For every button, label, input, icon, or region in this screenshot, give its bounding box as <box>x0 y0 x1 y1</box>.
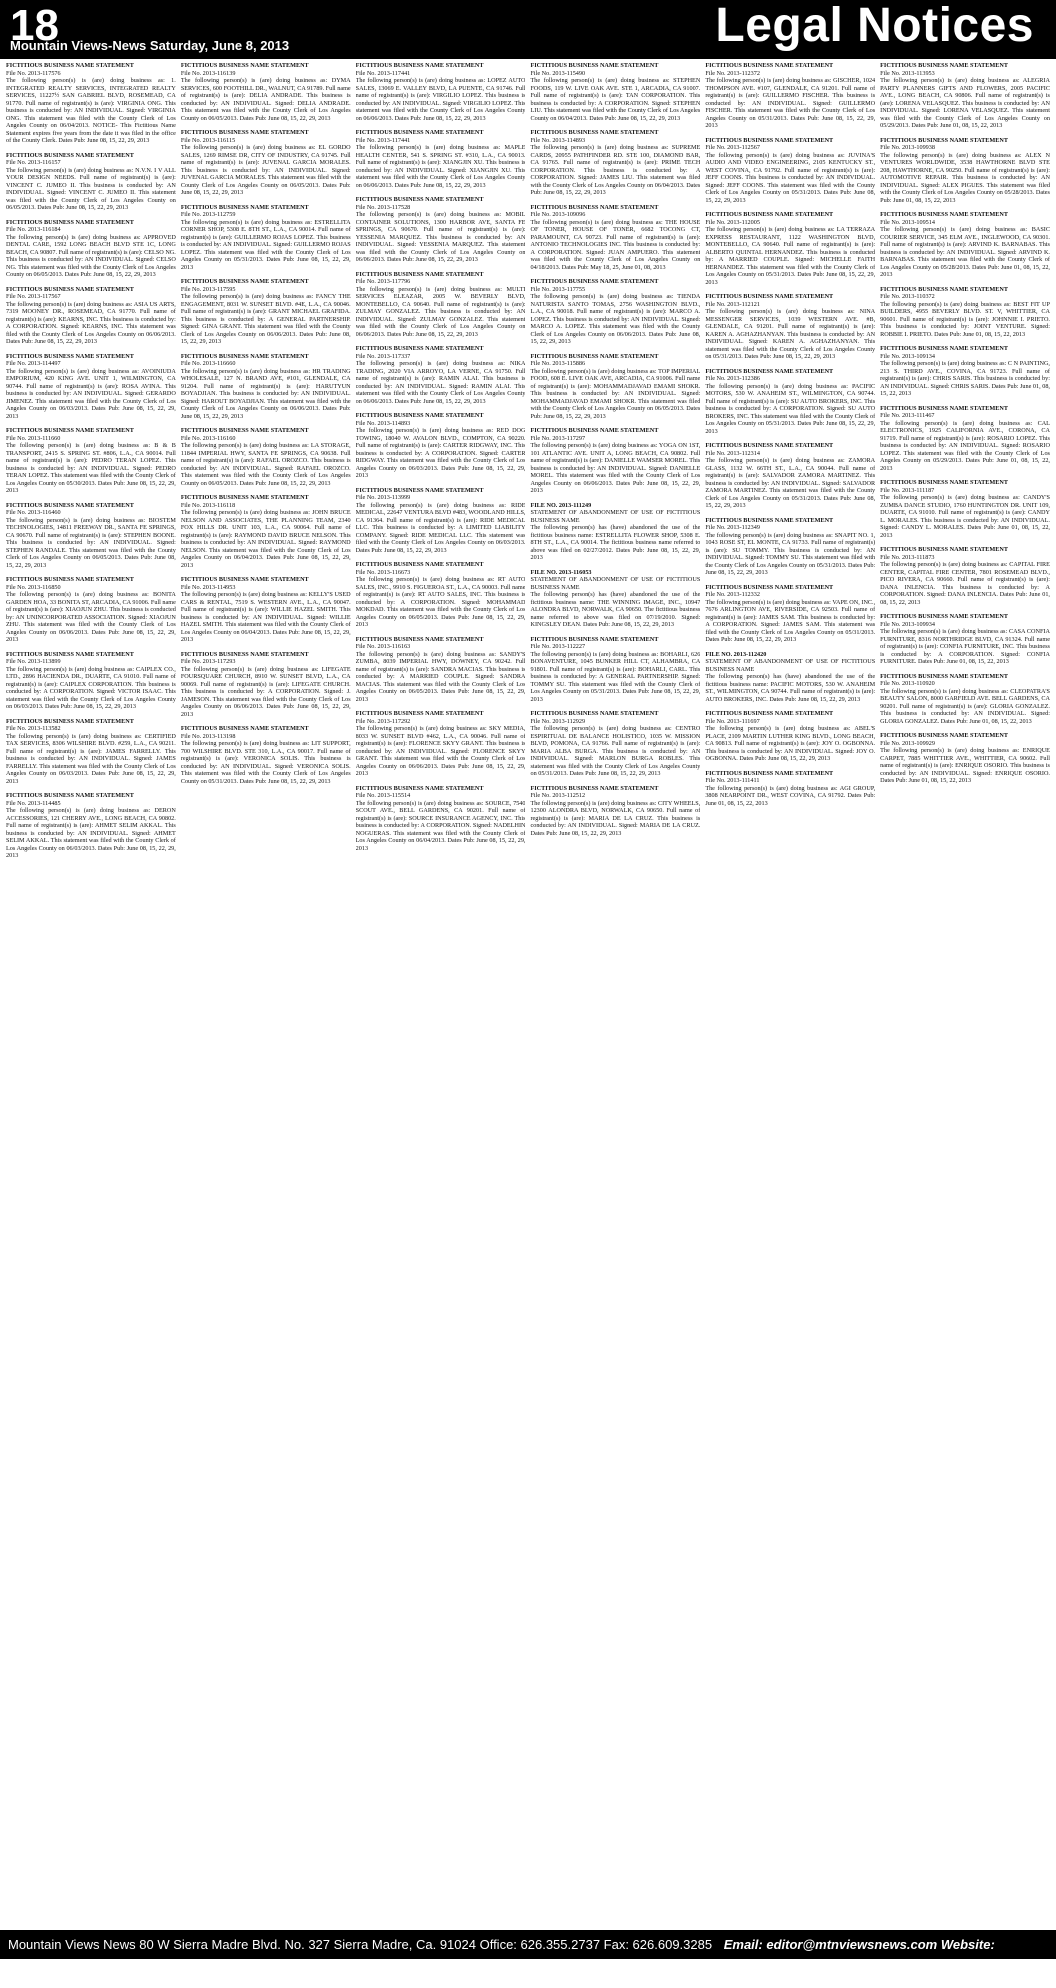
notice-body: The following person(s) is (are) doing business as: N.V.N. I V ALL YOUR DESIGN NEEDS. Full name of registrant(s) is (are): VINCENT C. JUMEO II. This business is conducted by: AN INDIVIDUAL. Signed: VINCENT C. JUMEO II. This statement was filed with the County Clerk of Los Angeles County on 06/05/2013. Dates Pub: June 08, 15, 22, 29, 2013 <box>6 166 176 211</box>
legal-notice <box>530 569 700 629</box>
notice-body: The following person(s) is (are) doing business as: VAPE ON, INC., 7676 ARLINGTON AVE, RIVERSIDE, CA 92503. Full name of registrant(s) is (are): JAMES SAM. This business is conducted by: A CORPORATION. Signed: JAMES SAM. This statement was filed with the County Clerk of Los Angeles County on 05/31/2013. Dates Pub: June 08, 15, 22, 29, 2013 <box>705 598 876 643</box>
notice-file: File No. 2013-115886 <box>530 360 586 367</box>
legal-notice <box>356 271 526 339</box>
notice-head: FICTITIOUS BUSINESS NAME STATEMENT <box>6 576 134 583</box>
notice-body: The following person(s) is (are) doing business as: LIT SUPPORT, 700 WILSHIRE BLVD. STE 310, L.A., CA 90017. Full name of registrant(s) is (are): VERONICA SOLIS. This business is conducted by: AN INDIVIDUAL. Signed: VERONICA SOLIS. This statement was filed with the County Clerk of Los Angeles County on 05/31/2013. Dates Pub: June 08, 15, 22, 29, 2013 <box>180 740 351 785</box>
notice-head: FILE NO. 2013-112420 <box>705 650 767 658</box>
legal-notice <box>705 293 875 361</box>
notice-body: The following person(s) is (are) doing business as: NIKA TRADING, 2020 VIA ARROYO, LA VERNE, CA 91750. Full name of registrant(s) is (are): RAMIN ALAI. This business is conducted by: AN INDIVIDUAL. Signed: RAMIN ALAI. This statement was filed with the County Clerk of Los Angeles County on 06/06/2013. Dates Pub: June 08, 15, 22, 29, 2013 <box>355 360 526 405</box>
notice-head: FICTITIOUS BUSINESS NAME STATEMENT <box>705 62 834 69</box>
legal-notice <box>181 204 351 272</box>
notice-head: FICTITIOUS BUSINESS NAME STATEMENT <box>705 293 834 300</box>
legal-notice <box>6 353 176 421</box>
notice-body: The following person(s) is (are) doing business as: NINA MESSENGER SERVICES, 1039 WESTERN AVE. #B, GLENDALE, CA 91201. Full name of registrant(s) is (are): KAREN A. AGHAZHANYAN. This business is conducted by: AN INDIVIDUAL. Signed: KAREN A. AGHAZHANYAN. This statement was filed with the County Clerk of Los Angeles County on 05/31/2013. Dates Pub: June 08, 15, 22, 29, 2013 <box>705 308 876 360</box>
legal-notice <box>530 129 700 197</box>
notice-file: File No. 2013-116139 <box>180 69 236 77</box>
legal-notice <box>6 651 176 711</box>
notice-body: The following person(s) is (are) doing business as: C N PAINTING, 213 S. THIRD AVE., COVINA, CA 91723. Full name of registrant(s) is (are): CHRIS SARIS. This business is conducted by: AN INDIVIDUAL. Signed: CHRIS SARIS. Dates Pub: June 01, 08, 15, 22, 2013 <box>880 360 1050 397</box>
notice-body: The following person(s) has (have) abandoned the use of the fictitious business name: ESTRELLITA FLOWER SHOP, 5308 E. 8TH ST., L.A., CA 90014. The fictitious business name referred to above was filed on 02/27/2012. Dates Pub: June 08, 15, 22, 29, 2013 <box>530 524 701 561</box>
notice-head: FICTITIOUS BUSINESS NAME STATEMENT <box>6 151 134 159</box>
legal-notice <box>6 427 176 495</box>
notice-body: The following person(s) is (are) doing business as: LIFEGATE FOURSQUARE CHURCH, 8910 W. SUNSET BLVD, L.A., CA 90069. Full name of registrant(s) is (are): LIFEGATE CHURCH. This business is conducted by: A CORPORATION. Signed: J. JAMESON. This statement was filed with the County Clerk of Los Angeles County on 06/06/2013. Dates Pub: June 08, 15, 22, 29, 2013 <box>180 665 351 718</box>
legal-notice <box>356 636 526 704</box>
legal-notice <box>6 576 176 644</box>
legal-notice <box>880 137 1050 205</box>
notice-head: FICTITIOUS BUSINESS NAME STATEMENT <box>6 792 134 799</box>
notice-head: FICTITIOUS BUSINESS NAME STATEMENT <box>530 710 659 717</box>
legal-notice <box>6 62 176 145</box>
legal-notice <box>356 412 526 480</box>
notice-file: File No. 2013-112372 <box>705 69 760 77</box>
notice-file: File No. 2013-116660 <box>180 360 236 367</box>
notice-file: File No. 2013-109134 <box>880 352 935 360</box>
legal-notice <box>705 137 875 205</box>
notice-body: The following person(s) is (are) doing business as: THE HOUSE OF TONER, HOUSE OF TONER, 6682 TOCONG CT, PARAMOUNT, CA 90723. Full name of registrant(s) is (are): ANTONIO TECHNOLOGIES INC. This business is conducted by: A CORPORATION. Signed: JUAN AMPUERO. This statement was filed with the County Clerk of Los Angeles County on 04/18/2013. Dates Pub: May 18, 25, June 01, 08, 2013 <box>530 218 701 271</box>
legal-notice <box>530 204 700 272</box>
notice-head: FILE NO. 2013-111249 <box>530 501 592 509</box>
notice-body: The following person(s) is (are) doing business as: 1. INTEGRATED REALTY SERVICES, INTEGRATED REALTY SERVICES, 11227½ SAN GABRIEL BLVD, ROSEMEAD, CA 91770. Full name of registrant(s) is (are): VIRGINIA ONG. This business is conducted by: AN INDIVIDUAL. Signed: VIRGINIA ONG. This statement was filed with the County Clerk of Los Angeles County on 06/04/2013. NOTICE- This Fictitious Name Statement expires five years from the date it was filed in the office of the County Clerk. Dates Pub: June 08, 15, 22, 29, 2013 <box>6 77 176 144</box>
notice-file: File No. 2013-116163 <box>355 643 411 650</box>
notice-head: FICTITIOUS BUSINESS NAME STATEMENT <box>180 352 309 360</box>
notice-body: The following person(s) is (are) doing business as: AVOINIUDA EMPORIUM, 420 KING AVE. UNIT 1, WILMINGTON, CA 90744. Full name of registrant(s) is (are): ROSA AVINA. This business is conducted by: AN INDIVIDUAL. Signed: GERARDO JIMENEZ. This statement was filed with the County Clerk of Los Angeles County on 06/03/2013. Dates Pub: June 08, 15, 22, 29, 2013 <box>6 367 176 420</box>
notice-head: FICTITIOUS BUSINESS NAME STATEMENT <box>705 710 834 717</box>
legal-notice <box>356 345 526 405</box>
notice-file: File No. 2013-117796 <box>355 278 411 285</box>
footer-address: Mountain Views News 80 W Sierra Madre Blvd. No. 327 Sierra Madre, Ca. 91024 Office: 626.355.2737 Fax: 626.609.3285 <box>8 1937 713 1952</box>
footer <box>0 1930 1056 1981</box>
legal-notice <box>880 211 1050 279</box>
legal-notice <box>6 792 176 860</box>
notice-body: The following person(s) is (are) doing business as: YOGA ON 1ST, 101 ATLANTIC AVE. UNIT A, LONG BEACH, CA 90802. Full name of registrant(s) is (are): DANIELLE WAMSER MOREL. This business is conducted by: AN INDIVIDUAL. Signed: DANIELLE MOREL. This statement was filed with the County Clerk of Los Angeles County on 06/06/2013. Dates Pub: June 08, 15, 22, 29, 2013 <box>530 442 701 494</box>
legal-notice <box>530 427 700 495</box>
notice-body: The following person(s) is (are) doing business as: CASA CONFIA FURNITURE, 8316 NORTHRIDGE BLVD, CA 91324. Full name of registrant(s) is (are): CONFIA FURNITURE, INC. This business is conducted by: A CORPORATION. Signed: CONFIA FURNITURE. Dates Pub: June 01, 08, 15, 22, 2013 <box>880 628 1050 665</box>
legal-notice <box>181 62 351 122</box>
notice-head: FICTITIOUS BUSINESS NAME STATEMENT <box>180 725 309 732</box>
legal-notice <box>181 651 351 719</box>
notice-head: FICTITIOUS BUSINESS NAME STATEMENT <box>355 345 484 352</box>
legal-notice <box>705 62 875 130</box>
notice-head: FICTITIOUS BUSINESS NAME STATEMENT <box>880 732 1008 739</box>
notice-file: File No. 2013-113198 <box>180 732 236 740</box>
notice-head: FICTITIOUS BUSINESS NAME STATEMENT <box>880 672 1008 680</box>
notice-file: File No. 2013-109514 <box>880 218 935 226</box>
notice-body: The following person(s) is (are) doing business as: BONITA GARDEN HOA, 33 BONITA ST, ARCADIA, CA 91006. Full name of registrant(s) is (are): XIAOJUN ZHU. This business is conducted by: AN UNINCORPORATED ASSOCIATION. Signed: XIAOJUN ZHU. This statement was filed with the County Clerk of Los Angeles County on 06/06/2013. Dates Pub: June 08, 15, 22, 29, 2013 <box>6 591 176 643</box>
notice-file: STATEMENT OF ABANDONMENT OF USE OF FICTITIOUS BUSINESS NAME <box>530 576 701 591</box>
notice-head: FICTITIOUS BUSINESS NAME STATEMENT <box>6 717 134 725</box>
notice-head: FICTITIOUS BUSINESS NAME STATEMENT <box>355 784 484 792</box>
legal-notice <box>705 368 875 436</box>
notice-body: The following person(s) is (are) doing business as: CAL ELECTRONICS, 1925 CALIFORNIA AVE., CORONA, CA 91719. Full name of registrant(s) is (are): ROSARIO LOPEZ. This business is conducted by: AN INDIVIDUAL. Signed: ROSARIO LOPEZ. This statement was filed with the County Clerk of Los Angeles County on 05/29/2013. Dates Pub: June 01, 08, 15, 22, 2013 <box>880 419 1050 472</box>
notice-file: File No. 2013-113953 <box>880 69 935 77</box>
notice-file: File No. 2013-112512 <box>530 792 586 799</box>
notice-body: The following person(s) is (are) doing business as: BIOSTEM TECHNOLOGIES, 14811 FREEWAY DR., SANTA FE SPRINGS, CA 90670. Full name of registrant(s) is (are): STEPHEN BOONE. This business is conducted by: AN INDIVIDUAL. Signed: STEPHEN RANDALE. This statement was filed with the County Clerk of Los Angeles County on 06/05/2013. Dates Pub: June 08, 15, 22, 29, 2013 <box>6 516 176 569</box>
notice-file: File No. 2013-114497 <box>6 360 61 367</box>
notice-body: The following person(s) is (are) doing business as: SKY MEDIA, 8033 W. SUNSET BLVD #462, L.A., CA 90046. Full name of registrant(s) is (are): FLORENCE SKYY GRANT. This business is conducted by: AN INDIVIDUAL. Signed: FLORENCE SKYY GRANT. This statement was filed with the County Clerk of Los Angeles County on 06/06/2013. Dates Pub: June 08, 15, 22, 29, 2013 <box>355 725 526 777</box>
notice-file: File No. 2013-116850 <box>6 583 61 591</box>
notice-body: The following person(s) is (are) doing business as: RIDE MEDICAL, 22647 VENTURA BLVD #483, WOODLAND HILLS, CA 91364. Full name of registrant(s) is (are): RIDE MEDICAL LLC. This business is conducted by: A LIMITED LIABILITY COMPANY. Signed: RIDE MEDICAL LLC. This statement was filed with the County Clerk of Los Angeles County on 06/03/2013. Dates Pub: June 08, 15, 22, 29, 2013 <box>355 501 526 554</box>
notice-body: The following person(s) is (are) doing business as: ALEX N VENTURES WORLDWIDE, 3538 HAWTHORNE BLVD STE 208, HAWTHORNE, CA 90250. Full name of registrant(s) is (are): AUTOMOTIVE REPAIR. This business is conducted by: AN INDIVIDUAL. Signed: ALEX PIGUES. This statement was filed with the County Clerk of Los Angeles County on 05/28/2013. Dates Pub: June 01, 08, 15, 22, 2013 <box>880 151 1050 204</box>
notice-body: The following person(s) is (are) doing business as: AGI GROUP, 3808 NEARPOINT DR., WEST COVINA, CA 91792. Dates Pub: June 01, 08, 15, 22, 2013 <box>705 784 876 807</box>
notice-head: FICTITIOUS BUSINESS NAME STATEMENT <box>355 62 484 69</box>
notice-file: File No. 2013-117292 <box>355 717 411 725</box>
notice-head: FICTITIOUS BUSINESS NAME STATEMENT <box>180 650 309 658</box>
notice-file: File No. 2013-117576 <box>6 69 61 77</box>
notice-file: File No. 2013-109929 <box>880 739 935 747</box>
legal-notice <box>530 278 700 346</box>
legal-notice <box>181 725 351 785</box>
notice-body: The following person(s) is (are) doing business as: LOPEZ AUTO SALES, 13069 E. VALLEY BLVD, LA PUENTE, CA 91746. Full name of registrant(s) is (are): VIRGILIO LOPEZ. This business is conducted by: AN INDIVIDUAL. Signed: VIRGILIO LOPEZ. This statement was filed with the County Clerk of Los Angeles County on 06/06/2013. Dates Pub: June 08, 15, 22, 29, 2013 <box>355 77 526 122</box>
notice-column <box>181 62 351 1924</box>
notice-head: FICTITIOUS BUSINESS NAME STATEMENT <box>530 62 659 69</box>
legal-notice <box>530 710 700 778</box>
notice-body: The following person(s) is (are) doing business as: CANDY'S ZUMBA DANCE STUDIO, 1760 HUNTINGTON DR. UNIT 109, DUARTE, CA 91010. Full name of registrant(s) is (are): CANDY L. MORALES. This business is conducted by: AN INDIVIDUAL. Signed: CANDY L. MORALES. Dates Pub: June 01, 08, 15, 22, 2013 <box>880 494 1050 539</box>
notice-head: FICTITIOUS BUSINESS NAME STATEMENT <box>180 278 309 285</box>
notice-file: File No. 2013-117441 <box>355 69 411 77</box>
masthead <box>0 0 1056 56</box>
notice-head: FICTITIOUS BUSINESS NAME STATEMENT <box>355 635 484 643</box>
legal-notice <box>6 286 176 346</box>
notice-head: FICTITIOUS BUSINESS NAME STATEMENT <box>880 613 1008 620</box>
legal-notice <box>880 732 1050 785</box>
notice-file: STATEMENT OF ABANDONMENT OF USE OF FICTITIOUS BUSINESS NAME <box>530 509 701 524</box>
notice-file: File No. 2013-112314 <box>705 449 760 457</box>
notice-file: File No. 2013-116160 <box>180 434 236 442</box>
notice-file: File No. 2013-115514 <box>355 792 411 799</box>
notice-head: FICTITIOUS BUSINESS NAME STATEMENT <box>530 352 659 360</box>
notice-body: The following person(s) is (are) doing business as: RT AUTO SALES, INC., 9910 S. FIGUEROA ST., L.A., CA 90003. Full name of registrant(s) is (are): RT AUTO SALES, INC. This business is conducted by: A CORPORATION. Signed: MOHAMMAD MOKDAD. This statement was filed with the County Clerk of Los Angeles County on 06/05/2013. Dates Pub: June 08, 15, 22, 29, 2013 <box>355 576 526 628</box>
notice-head: FICTITIOUS BUSINESS NAME STATEMENT <box>6 62 134 69</box>
notice-head: FICTITIOUS BUSINESS NAME STATEMENT <box>705 211 834 218</box>
notice-body: The following person(s) is (are) doing business as: ENRIQUE CARPET, 7885 WHITTIER AVE., WHITTIER, CA 90602. Full name of registrant(s) is (are): ENRIQUE OSORIO. This business is conducted by: AN INDIVIDUAL. Signed: ENRIQUE OSORIO. Dates Pub: June 01, 08, 15, 22, 2013 <box>880 747 1050 784</box>
legal-notice <box>880 62 1050 130</box>
legal-notice <box>705 651 875 704</box>
legal-notice <box>880 286 1050 339</box>
notice-body: The following person(s) is (are) doing business as: LA STORAGE, 11844 IMPERIAL HWY, SANTA FE SPRINGS, CA 90638. Full name of registrant(s) is (are): RAFAEL OROZCO. This business is conducted by: AN INDIVIDUAL. Signed: RAFAEL OROZCO. This statement was filed with the County Clerk of Los Angeles County on 06/05/2013. Dates Pub: June 08, 15, 22, 29, 2013 <box>180 442 351 487</box>
legal-notice <box>530 353 700 421</box>
notice-file: File No. 2013-110920 <box>880 680 935 687</box>
legal-notice <box>356 487 526 555</box>
notice-file: File No. 2013-117528 <box>355 203 411 211</box>
notice-head: FICTITIOUS BUSINESS NAME STATEMENT <box>705 367 834 375</box>
notice-body: The following person(s) is (are) doing business as: MOBIL CONTAINER SOLUTIONS, 1300 HARBOR AVE, SANTA FE SPRINGS, CA 90670. Full name of registrant(s) is (are): YESSENIA MARQUEZ. This business is conducted by: AN INDIVIDUAL. Signed: YESSENIA MARQUEZ. This statement was filed with the County Clerk of Los Angeles County on 06/06/2013. Dates Pub: June 08, 15, 22, 29, 2013 <box>355 211 526 263</box>
legal-notice <box>181 576 351 644</box>
notice-head: FICTITIOUS BUSINESS NAME STATEMENT <box>180 494 309 501</box>
notice-file: File No. 2013-116157 <box>6 159 61 166</box>
notice-file: File No. 2013-115490 <box>530 69 586 77</box>
notice-head: FICTITIOUS BUSINESS NAME STATEMENT <box>880 285 1008 293</box>
notice-head: FICTITIOUS BUSINESS NAME STATEMENT <box>880 211 1008 218</box>
notice-head: FICTITIOUS BUSINESS NAME STATEMENT <box>6 650 134 658</box>
notice-file: File No. 2013-110372 <box>880 293 935 300</box>
notice-file: File No. 2013-111411 <box>705 777 760 784</box>
notice-head: FICTITIOUS BUSINESS NAME STATEMENT <box>180 129 309 136</box>
legal-notice <box>705 584 875 644</box>
notice-head: FICTITIOUS BUSINESS NAME STATEMENT <box>530 129 659 136</box>
legal-notice <box>530 636 700 704</box>
notice-head: FICTITIOUS BUSINESS NAME STATEMENT <box>180 203 309 211</box>
notice-head: FICTITIOUS BUSINESS NAME STATEMENT <box>880 345 1008 352</box>
notice-body: The following person(s) is (are) doing business as: MULTI SERVICES ELEAZAR, 2005 W. BEVERLY BLVD, MONTEBELLO, CA 90640. Full name of registrant(s) is (are): ZULMAY GONZALEZ. This business is conducted by: AN INDIVIDUAL. Signed: ZULMAY GONZALEZ. This statement was filed with the County Clerk of Los Angeles County on 06/06/2013. Dates Pub: June 08, 15, 22, 29, 2013 <box>355 285 526 338</box>
notice-body: The following person(s) is (are) doing business as: KELLY'S USED CARS & RENTAL, 7519 S. WESTERN AVE., L.A., CA 90047. Full name of registrant(s) is (are): WILLIE HAZEL SMITH. This business is conducted by: AN INDIVIDUAL. Signed: WILLIE HAZEL SMITH. This statement was filed with the County Clerk of Los Angeles County on 06/04/2013. Dates Pub: June 08, 15, 22, 29, 2013 <box>180 591 351 643</box>
notice-head: FICTITIOUS BUSINESS NAME STATEMENT <box>705 442 834 449</box>
notice-body: The following person(s) is (are) doing business as: CITY WHEELS, 12300 ALONDRA BLVD, NORWALK, CA 90650. Full name of registrant(s) is (are): MARIA DE LA CRUZ. This business is conducted by: AN INDIVIDUAL. Signed: MARIA DE LA CRUZ. Dates Pub: June 08, 15, 22, 29, 2013 <box>530 799 701 837</box>
notice-body: The following person(s) is (are) doing business as: B & B TRANSPORT, 2415 S. SPRING ST. #806, L.A., CA 90014. Full name of registrant(s) is (are): PEDRO TERAN LOPEZ. This business is conducted by: AN INDIVIDUAL. Signed: PEDRO TERAN LOPEZ. This statement was filed with the County Clerk of Los Angeles County on 05/30/2013. Dates Pub: June 08, 15, 22, 29, 2013 <box>6 442 176 494</box>
notice-body: The following person(s) is (are) doing business as: ALEGRIA PARTY PLANNERS GIFTS AND FLOWERS, 2005 PACIFIC AVE., LONG BEACH, CA 90806. Full name of registrant(s) is (are): LORENA VELASQUEZ. This business is conducted by: AN INDIVIDUAL. Signed: LORENA VELASQUEZ. This statement was filed with the County Clerk of Los Angeles County on 05/29/2013. Dates Pub: June 01, 08, 15, 22, 2013 <box>880 77 1050 129</box>
notice-body: The following person(s) is (are) doing business as: LA TERRAZA EXPRESS RESTAURANT, 1122 WASHINGTON BLVD, MONTEBELLO, CA 90640. Full name of registrant(s) is (are): ALBERTO QUINTAL HERNANDEZ. This business is conducted by: A MARRIED COUPLE. Signed: MICHELLE FAITH HERNANDEZ. This statement was filed with the County Clerk of Los Angeles County on 05/31/2013. Dates Pub: June 08, 15, 22, 29, 2013 <box>705 226 876 286</box>
legal-notice <box>6 219 176 279</box>
notice-head: FICTITIOUS BUSINESS NAME STATEMENT <box>355 129 484 136</box>
notice-body: The following person(s) is (are) doing business as: CENTRO ESPIRITUAL DE BALANCE HOLISTICO, 1035 W. MISSION BLVD, POMONA, CA 91766. Full name of registrant(s) is (are): MARIA ALBA BURGA. This business is conducted by: AN INDIVIDUAL. Signed: MARLON BURGA ROBLES. This statement was filed with the County Clerk of Los Angeles County on 05/31/2013. Dates Pub: June 08, 15, 22, 29, 2013 <box>530 725 701 777</box>
notice-body: The following person(s) is (are) doing business as: JUVINA'S AUDIO AND VIDEO ENGINEERING, 2105 KENTUCKY ST., WEST COVINA, CA 91792. Full name of registrant(s) is (are): JEFF COONS. This business is conducted by: AN INDIVIDUAL. Signed: JEFF COONS. This statement was filed with the County Clerk of Los Angeles County on 05/31/2013. Dates Pub: June 08, 15, 22, 29, 2013 <box>705 151 876 204</box>
notice-file: File No. 2013-117567 <box>6 293 61 300</box>
legal-notice <box>880 345 1050 398</box>
notice-file: File No. 2013-112386 <box>705 375 760 382</box>
notice-file: File No. 2013-114893 <box>530 136 586 144</box>
notice-column <box>705 62 875 1924</box>
notice-head: FICTITIOUS BUSINESS NAME STATEMENT <box>6 218 134 226</box>
notice-head: FICTITIOUS BUSINESS NAME STATEMENT <box>705 583 834 591</box>
notice-body: The following person(s) has (have) abandoned the use of the fictitious business name: PACIFIC MOTORS, 530 W. ANAHEIM ST., WILMINGTON, CA 90744. Full name of registrant(s) is (are): AUTO BROKERS, INC. Dates Pub: June 08, 15, 22, 29, 2013 <box>705 673 876 703</box>
notice-head: FICTITIOUS BUSINESS NAME STATEMENT <box>880 404 1008 412</box>
footer-contact: Email: editor@mtnviewsnews.com Website: www.mtnviewsnews.com <box>0 1937 995 1981</box>
header-rule <box>0 56 1056 59</box>
notice-head: FICTITIOUS BUSINESS NAME STATEMENT <box>355 561 484 568</box>
legal-notice <box>181 494 351 569</box>
legal-notice <box>880 546 1050 606</box>
notice-file: File No. 2013-116460 <box>6 509 61 516</box>
notice-body: The following person(s) is (are) doing business as: HR TRADING WHOLESALE, 127 N. BRAND AVE, #101, GLENDALE, CA 91204. Full name of registrant(s) is (are): HARUTYUN BOYADJIAN. This business is conducted by: AN INDIVIDUAL. Signed: HAROUT BOYADJIAN. This statement was filed with the County Clerk of Los Angeles County on 06/06/2013. Dates Pub: June 08, 15, 22, 29, 2013 <box>180 367 351 420</box>
notice-file: File No. 2013-112332 <box>705 591 760 598</box>
legal-notice <box>880 673 1050 726</box>
notice-file: File No. 2013-116184 <box>6 226 61 233</box>
notice-head: FICTITIOUS BUSINESS NAME STATEMENT <box>355 486 484 494</box>
notice-body: The following person(s) is (are) doing business as: FANCY THE ENGAGEMENT, 8031 W. SUNSET BLVD. #4E, L.A., CA 90046. Full name of registrant(s) is (are): GRANT MICHAEL GRAFIDA. This business is conducted by: A GENERAL PARTNERSHIP. Signed: GINA GRANT. This statement was filed with the County Clerk of Los Angeles County on 06/06/2013. Dates Pub: June 08, 15, 22, 29, 2013 <box>180 293 351 345</box>
notice-body: The following person(s) is (are) doing business as: BOHARLI, 626 BONAVENTURE, 1045 BUNKER HILL CT, ALHAMBRA, CA 91801. Full name of registrant(s) is (are): BOHARLI, CARL. This business is conducted by: A GENERAL PARTNERSHIP. Signed: TOMMY SU. This statement was filed with the County Clerk of Los Angeles County on 05/31/2013. Dates Pub: June 08, 15, 22, 29, 2013 <box>530 650 701 703</box>
notice-body: The following person(s) is (are) doing business as: JOHN BRUCE NELSON AND ASSOCIATES, THE PLANNING TEAM, 2340 FOX HILLS DR. UNIT 103, L.A., CA 90064. Full name of registrant(s) is (are): RAYMOND DAVID BRUCE NELSON. This business is conducted by: AN INDIVIDUAL. Signed: RAYMOND NELSON. This statement was filed with the County Clerk of Los Angeles County on 06/04/2013. Dates Pub: June 08, 15, 22, 29, 2013 <box>180 509 351 569</box>
notice-body: The following person(s) is (are) doing business as: DERON ACCESSORIES, 121 CHERRY AVE., LONG BEACH, CA 90802. Full name of registrant(s) is (are): AHMET SELIM AKKAL. This business is conducted by: AN INDIVIDUAL. Signed: AHMET SELIM AKKAL. This statement was filed with the County Clerk of Los Angeles County on 06/03/2013. Dates Pub: June 08, 15, 22, 29, 2013 <box>6 807 176 859</box>
notice-file: File No. 2013-116118 <box>180 501 236 509</box>
notice-body: The following person(s) is (are) doing business as: CERTIFIED TAX SERVICES, 8306 WILSHIRE BLVD. #259, L.A., CA 90211. Full name of registrant(s) is (are): JAMES FARRELLY. This business is conducted by: AN INDIVIDUAL. Signed: JAMES FARRELLY. This statement was filed with the County Clerk of Los Angeles County on 06/03/2013. Dates Pub: June 08, 15, 22, 29, 2013 <box>6 732 176 785</box>
notice-file: File No. 2013-117441 <box>355 136 411 144</box>
notice-file: File No. 2013-111697 <box>705 717 760 725</box>
legal-notice <box>705 517 875 577</box>
legal-notice <box>356 196 526 264</box>
notice-body: The following person(s) is (are) doing business as: SNAPIT NO. 1, 1043 ROSE ST, EL MONTE, CA 91733. Full name of registrant(s) is (are): SU TOMMY. This business is conducted by: AN INDIVIDUAL. Signed: TOMMY SU. This statement was filed with the County Clerk of Los Angeles County on 05/31/2013. Dates Pub: June 08, 15, 22, 29, 2013 <box>705 531 876 576</box>
notice-head: FICTITIOUS BUSINESS NAME STATEMENT <box>355 196 484 203</box>
notice-head: FICTITIOUS BUSINESS NAME STATEMENT <box>355 270 484 278</box>
legal-notice <box>705 211 875 286</box>
notice-body: The following person(s) is (are) doing business as: EL GORDO SALES, 1269 RIMSE DR, CITY OF INDUSTRY, CA 91745. Full name of registrant(s) is (are): JUVENAL GARCIA MORALES. This business is conducted by: AN INDIVIDUAL. Signed: JUVENAL GARCIA MORALES. This statement was filed with the County Clerk of Los Angeles County on 06/05/2013. Dates Pub: June 08, 15, 22, 29, 2013 <box>180 144 351 196</box>
notice-body: The following person(s) is (are) doing business as: APPROVED DENTAL CARE, 1592 LONG BEACH BLVD STE 1C, LONG BEACH, CA 90807. Full name of registrant(s) is (are): CELSO NG. This business is conducted by: AN INDIVIDUAL. Signed: CELSO NG. This statement was filed with the County Clerk of Los Angeles County on 06/05/2013. Dates Pub: June 08, 15, 22, 29, 2013 <box>6 233 176 278</box>
notice-head: FICTITIOUS BUSINESS NAME STATEMENT <box>6 285 134 293</box>
legal-notice <box>181 278 351 346</box>
notice-head: FICTITIOUS BUSINESS NAME STATEMENT <box>180 62 309 69</box>
notice-file: File No. 2013-111660 <box>6 434 61 442</box>
notice-head: FICTITIOUS BUSINESS NAME STATEMENT <box>6 352 134 360</box>
notice-file: File No. 2013-116115 <box>180 136 236 144</box>
legal-notice <box>6 718 176 786</box>
notice-file: File No. 2013-109096 <box>530 211 586 218</box>
notice-body: The following person(s) is (are) doing business as: SOURCE, 7540 SCOUT AVE., BELL GARDENS, CA 90201. Full name of registrant(s) is (are): SOURCE INSURANCE AGENCY, INC. This business is conducted by: A CORPORATION. Signed: NADELHIN NOGUERAS. This statement was filed with the County Clerk of Los Angeles County on 06/04/2013. Dates Pub: June 08, 15, 22, 29, 2013 <box>355 799 526 852</box>
notice-file: File No. 2013-109938 <box>880 144 935 151</box>
notice-body: The following person(s) is (are) doing business as: PACIFIC MOTORS, 530 W. ANAHEIM ST., WILMINGTON, CA 90744. Full name of registrant(s) is (are): SU AUTO BROKERS, INC. This business is conducted by: A CORPORATION. Signed: SU AUTO BROKERS, INC. This statement was filed with the County Clerk of Los Angeles County on 05/31/2013. Dates Pub: June 08, 15, 22, 29, 2013 <box>705 382 876 435</box>
notice-head: FICTITIOUS BUSINESS NAME STATEMENT <box>6 501 134 509</box>
notice-head: FICTITIOUS BUSINESS NAME STATEMENT <box>355 412 484 419</box>
notice-column <box>530 62 700 1924</box>
legal-notice <box>356 129 526 189</box>
notice-head: FICTITIOUS BUSINESS NAME STATEMENT <box>880 546 1008 553</box>
notice-head: FICTITIOUS BUSINESS NAME STATEMENT <box>180 427 309 434</box>
legal-notice <box>705 442 875 510</box>
notice-file: File No. 2013-111873 <box>880 553 935 561</box>
notice-body: The following person(s) is (are) doing business as: BASIC COURIER SERVICE, 345 ELM AVE., INGLEWOOD, CA 90301. Full name of registrant(s) is (are): ARVIND K. BARNABAS. This business is conducted by: AN INDIVIDUAL. Signed: ARVIND K. BARNABAS. This statement was filed with the County Clerk of Los Angeles County on 05/28/2013. Dates Pub: June 01, 08, 15, 22, 2013 <box>880 226 1050 278</box>
notice-file: File No. 2013-113999 <box>355 494 411 501</box>
notice-file: File No. 2013-117293 <box>180 658 236 665</box>
notice-body: The following person(s) has (have) abandoned the use of the fictitious business name: THE WINNING IMAGE, INC., 10947 ALONDRA BLVD, NORWALK, CA 90650. The fictitious business name referred to above was filed on 07/19/2010. Signed: KINGSLEY DEAN. Dates Pub: June 08, 15, 22, 29, 2013 <box>530 591 701 628</box>
notice-file: File No. 2013-113582 <box>6 725 61 732</box>
notice-body: The following person(s) is (are) doing business as: MAPLE HEALTH CENTER, 541 S. SPRING ST. #310, L.A., CA 90013. Full name of registrant(s) is (are): XIANGJIN XU. This business is conducted by: AN INDIVIDUAL. Signed: XIANGJIN XU. This statement was filed with the County Clerk of Los Angeles County on 06/06/2013. Dates Pub: June 08, 15, 22, 29, 2013 <box>355 144 526 189</box>
notice-file: File No. 2013-109934 <box>880 620 935 628</box>
legal-notice <box>356 561 526 629</box>
notice-head: FICTITIOUS BUSINESS NAME STATEMENT <box>880 136 1008 144</box>
notice-body: The following person(s) is (are) doing business as: TOP IMPERIAL FOOD, 608 E. LIVE OAK AVE, ARCADIA, CA 91006. Full name of registrant(s) is (are): MOHAMMADJAVAD EMAMI SHOKR. This business is conducted by: AN INDIVIDUAL. Signed: MOHAMMADJAVAD EMAMI SHOKR. This statement was filed with the County Clerk of Los Angeles County on 06/05/2013. Dates Pub: June 08, 15, 22, 29, 2013 <box>530 367 701 420</box>
notice-body: The following person(s) is (are) doing business as: RED DOG TOWING, 18040 W. AVALON BLVD., COMPTON, CA 90220. Full name of registrant(s) is (are): CARTER RIDGWAY, INC. This business is conducted by: A CORPORATION. Signed: CARTER RIDGWAY. This statement was filed with the County Clerk of Los Angeles County on 06/03/2013. Dates Pub: June 08, 15, 22, 29, 2013 <box>355 427 526 479</box>
notice-head: FICTITIOUS BUSINESS NAME STATEMENT <box>880 62 1008 69</box>
legal-notice <box>880 405 1050 473</box>
notice-body: The following person(s) is (are) doing business as: BEST FIT UP BUILDERS, 4955 BEVERLY BLVD. ST. V, WHITTIER, CA 90601. Full name of registrant(s) is (are): JOHNNIE I. PRIETO. This business is conducted by: JOINT VENTURE. Signed: ROBBIE I. PRIETO. Dates Pub: June 01, 08, 15, 22, 2013 <box>880 300 1050 338</box>
notice-head: FICTITIOUS BUSINESS NAME STATEMENT <box>6 427 134 434</box>
legal-notice <box>530 502 700 562</box>
notice-body: The following person(s) is (are) doing business as: ESTRELLITA CORNER SHOP, 5308 E. 8TH ST., L.A., CA 90014. Full name of registrant(s) is (are): GUILLERMO ROJAS LOPEZ. This business is conducted by: AN INDIVIDUAL. Signed: GUILLERMO ROJAS LOPEZ. This statement was filed with the County Clerk of Los Angeles County on 05/31/2013. Dates Pub: June 08, 15, 22, 29, 2013 <box>180 218 351 271</box>
notice-file: File No. 2013-116673 <box>355 568 411 576</box>
notice-body: The following person(s) is (are) doing business as: SANDY'S ZUMBA, 8039 IMPERIAL HWY, DOWNEY, CA 90242. Full name of registrant(s) is (are): SANDRA MACIAS. This business is conducted by: A MARRIED COUPLE. Signed: SANDRA MACIAS. This statement was filed with the County Clerk of Los Angeles County on 06/05/2013. Dates Pub: June 08, 15, 22, 29, 2013 <box>355 650 526 703</box>
notice-head: FICTITIOUS BUSINESS NAME STATEMENT <box>530 427 659 434</box>
legal-notice <box>880 613 1050 666</box>
notice-file: File No. 2013-112121 <box>705 300 760 308</box>
legal-notice <box>530 785 700 838</box>
page-number: 18 <box>10 1 59 50</box>
notice-body: The following person(s) is (are) doing business as: TIENDA NATURISTA SANTO TOMAS, 2756 WASHINGTON BLVD., L.A., CA 90018. Full name of registrant(s) is (are): MARCO A. LOPEZ. This business is conducted by: AN INDIVIDUAL. Signed: MARCO A. LOPEZ. This statement was filed with the County Clerk of Los Angeles County on 06/06/2013. Dates Pub: June 08, 15, 22, 29, 2013 <box>530 293 701 345</box>
legal-notice <box>880 479 1050 539</box>
notice-head: FICTITIOUS BUSINESS NAME STATEMENT <box>530 635 659 643</box>
publication-line: Mountain Views-News Saturday, June 8, 2013 <box>10 38 290 53</box>
legal-notice <box>356 62 526 122</box>
notices-columns <box>6 62 1050 1924</box>
notice-file: File No. 2013-112349 <box>705 524 760 531</box>
notice-column <box>6 62 176 1924</box>
notice-body: The following person(s) is (are) doing business as: ABEL'S PLACE, 2109 MARTIN LUTHER KING BLVD., LONG BEACH, CA 90813. Full name of registrant(s) is (are): JOY O. OGBONNA. This business is conducted by: AN INDIVIDUAL. Signed: JOY O. OGBONNA. Dates Pub: June 08, 15, 22, 29, 2013 <box>705 725 876 762</box>
notice-body: The following person(s) is (are) doing business as: CAIPLEX CO., LTD., 2896 HACIENDA DR., DUARTE, CA 91010. Full name of registrant(s) is (are): CAIPLEX CORPORATION. This business is conducted by: A CORPORATION. Signed: VICTOR ISAAC. This statement was filed with the County Clerk of Los Angeles County on 06/03/2013. Dates Pub: June 08, 15, 22, 29, 2013 <box>6 665 176 710</box>
notice-head: FICTITIOUS BUSINESS NAME STATEMENT <box>530 203 659 211</box>
notice-file: File No. 2013-117595 <box>180 285 236 293</box>
notice-file: File No. 2013-112227 <box>530 643 586 650</box>
notice-head: FICTITIOUS BUSINESS NAME STATEMENT <box>530 278 659 285</box>
notice-head: FICTITIOUS BUSINESS NAME STATEMENT <box>530 784 659 792</box>
notice-file: File No. 2013-113899 <box>6 658 61 665</box>
legal-notice <box>356 785 526 853</box>
legal-notice <box>181 129 351 197</box>
notice-file: File No. 2013-117755 <box>530 285 586 293</box>
notice-file: File No. 2013-111467 <box>880 412 935 419</box>
notice-file: File No. 2013-114893 <box>355 419 411 427</box>
notice-column <box>880 62 1050 1924</box>
notice-file: File No. 2013-112005 <box>705 218 760 226</box>
notice-file: File No. 2013-112759 <box>180 211 236 218</box>
notice-head: FILE NO. 2013-116053 <box>530 568 592 576</box>
notice-file: File No. 2013-114953 <box>180 583 236 591</box>
notice-head: FICTITIOUS BUSINESS NAME STATEMENT <box>705 769 834 777</box>
notice-body: The following person(s) is (are) doing business as: SUPREME CARDS, 20955 PATHFINDER RD. STE 100, DIAMOND BAR, CA 91765. Full name of registrant(s) is (are): PRIME TECH CORPORATION. This business is conducted by: A CORPORATION. Signed: JAMES LIU. This statement was filed with the County Clerk of Los Angeles County on 06/04/2013. Dates Pub: June 08, 15, 22, 29, 2013 <box>530 144 701 196</box>
notice-body: The following person(s) is (are) doing business as: CLEOPATRA'S BEAUTY SALON, 8000 GARFIELD AVE. BELL GARDENS, CA 90201. Full name of registrant(s) is (are): GLORIA GONZALEZ. This business is conducted by: AN INDIVIDUAL. Signed: GLORIA GONZALEZ. Dates Pub: June 01, 08, 15, 22, 2013 <box>880 687 1050 725</box>
section-title: Legal Notices <box>715 0 1034 52</box>
notice-body: The following person(s) is (are) doing business as: ZAMORA GLASS, 1132 W. 66TH ST., L.A., CA 90044. Full name of registrant(s) is (are): SALVADOR ZAMORA MARTINEZ. This business is conducted by: AN INDIVIDUAL. Signed: SALVADOR ZAMORA MARTINEZ. This statement was filed with the County Clerk of Los Angeles County on 05/31/2013. Dates Pub: June 08, 15, 22, 29, 2013 <box>705 457 876 509</box>
notice-file: File No. 2013-112567 <box>705 144 760 151</box>
notice-file: STATEMENT OF ABANDONMENT OF USE OF FICTITIOUS BUSINESS NAME <box>705 658 876 673</box>
notice-file: File No. 2013-117337 <box>355 352 411 360</box>
notice-column <box>356 62 526 1924</box>
legal-notice <box>6 152 176 212</box>
notice-file: File No. 2013-112929 <box>530 717 586 725</box>
notice-head: FICTITIOUS BUSINESS NAME STATEMENT <box>705 516 834 524</box>
notice-head: FICTITIOUS BUSINESS NAME STATEMENT <box>705 136 834 144</box>
notice-file: File No. 2013-117297 <box>530 434 586 442</box>
notice-head: FICTITIOUS BUSINESS NAME STATEMENT <box>355 710 484 717</box>
notice-head: FICTITIOUS BUSINESS NAME STATEMENT <box>880 479 1008 486</box>
legal-notice <box>705 770 875 808</box>
legal-notice <box>705 710 875 763</box>
legal-notice <box>356 710 526 778</box>
legal-notice <box>181 353 351 421</box>
notice-body: The following person(s) is (are) doing business as: CAPITAL FIRE CENTER, CAPITAL FIRE CENTER, 7801 ROSEMEAD BLVD., PICO RIVERA, CA 90660. Full name of registrant(s) is (are): DANA INLENCIA. This business is conducted by: A CORPORATION. Signed: DANA INLENCIA. Dates Pub: June 01, 08, 15, 22, 2013 <box>880 561 1050 606</box>
legal-notice <box>181 427 351 487</box>
legal-notice <box>6 502 176 570</box>
notice-body: The following person(s) is (are) doing business as: STEPHEN FOODS, 119 W. LIVE OAK AVE. STE 1, ARCADIA, CA 91007. Full name of registrant(s) is (are): TAN CORPORATION. This business is conducted by: A CORPORATION. Signed: STEPHEN LIU. This statement was filed with the County Clerk of Los Angeles County on 06/04/2013. Dates Pub: June 08, 15, 22, 29, 2013 <box>530 77 701 122</box>
legal-notice <box>530 62 700 122</box>
notice-body: The following person(s) is (are) doing business as: ASIA US ARTS, 7319 MOONEY DR., ROSEMEAD, CA 91770. Full name of registrant(s) is (are): KEARNS, INC. This business is conducted by: A CORPORATION. Signed: KEARNS, INC. This statement was filed with the County Clerk of Los Angeles County on 06/06/2013. Dates Pub: June 08, 15, 22, 29, 2013 <box>6 300 176 345</box>
notice-body: The following person(s) is (are) doing business as: DYMA SERVICES, 600 FOOTHILL DR., WALNUT, CA 91789. Full name of registrant(s) is (are): DELIA ANDRADE. This business is conducted by: AN INDIVIDUAL. Signed: DELIA ANDRADE. This statement was filed with the County Clerk of Los Angeles County on 06/05/2013. Dates Pub: June 08, 15, 22, 29, 2013 <box>180 77 351 122</box>
notice-head: FICTITIOUS BUSINESS NAME STATEMENT <box>180 576 309 583</box>
notice-body: The following person(s) is (are) doing business as: GISCHER, 1024 THOMPSON AVE. #107, GLENDALE, CA 91201. Full name of registrant(s) is (are): GUILLERMO FISCHER. This business is conducted by: AN INDIVIDUAL. Signed: GUILLERMO FISCHER. This statement was filed with the County Clerk of Los Angeles County on 05/31/2013. Dates Pub: June 08, 15, 22, 29, 2013 <box>705 77 876 129</box>
notice-file: File No. 2013-111187 <box>880 486 935 494</box>
notice-file: File No. 2013-114485 <box>6 799 61 807</box>
